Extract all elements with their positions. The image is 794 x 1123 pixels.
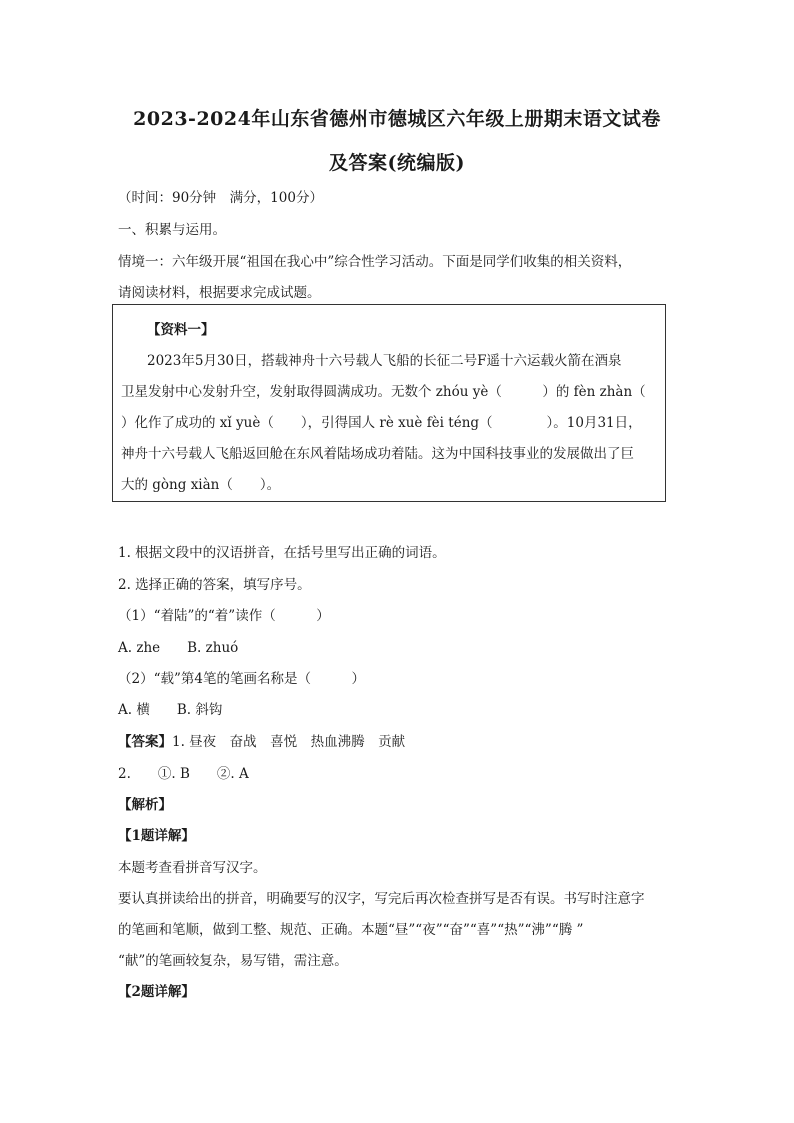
material-box xyxy=(112,304,666,502)
material-heading: 【资料一】 xyxy=(147,322,215,338)
exam-meta: （时间：90分钟 满分，100分） xyxy=(118,190,323,206)
answer-label: 【答案】 xyxy=(118,734,172,750)
analysis-label: 【解析】 xyxy=(118,797,172,813)
detail-1-line: “献”的笔画较复杂，易写错，需注意。 xyxy=(118,953,348,969)
context-line-2: 请阅读材料，根据要求完成试题。 xyxy=(118,285,321,301)
question-2-2-options: A. 横 B. 斜钩 xyxy=(118,702,223,718)
question-2-2: （2）“载”第4笔的笔画名称是（ ） xyxy=(118,671,365,687)
answer-q2: 2. ①. B ②. A xyxy=(118,766,249,782)
material-line: 神舟十六号载人飞船返回舱在东风着陆场成功着陆。这为中国科技事业的发展做出了巨 xyxy=(121,446,634,462)
document-title-line2: 及答案(统编版) xyxy=(329,152,465,174)
material-line: 大的 gòng xiàn（ ）。 xyxy=(121,477,281,493)
material-line: 2023年5月30日，搭载神舟十六号载人飞船的长征二号F遥十六运载火箭在酒泉 xyxy=(147,353,622,369)
detail-1-line: 的笔画和笔顺，做到工整、规范、正确。本题“昼”“夜”“奋”“喜”“热”“沸”“腾 ” xyxy=(118,922,584,938)
answer-row xyxy=(118,730,405,750)
detail-1-line: 本题考查看拼音写汉字。 xyxy=(118,860,267,876)
question-1: 1. 根据文段中的汉语拼音，在括号里写出正确的词语。 xyxy=(118,545,446,561)
detail-1-label: 【1题详解】 xyxy=(118,828,195,844)
section-heading: 一、积累与运用。 xyxy=(118,222,226,238)
context-line-1: 情境一：六年级开展“祖国在我心中”综合性学习活动。下面是同学们收集的相关资料， xyxy=(118,254,632,270)
detail-2-label: 【2题详解】 xyxy=(118,984,195,1000)
material-line: 卫星发射中心发射升空，发射取得圆满成功。无数个 zhóu yè（ ）的 fèn zhàn（ xyxy=(121,384,646,400)
detail-1-line: 要认真拼读给出的拼音，明确要写的汉字，写完后再次检查拼写是否有误。书写时注意字 xyxy=(118,891,645,907)
answer-q1: 1. 昼夜 奋战 喜悦 热血沸腾 贡献 xyxy=(172,734,406,750)
question-2-1: （1）“着陆”的“着”读作（ ） xyxy=(118,608,330,624)
material-line: ）化作了成功的 xǐ yuè（ ），引得国人 rè xuè fèi téng（ ）。10月31日， xyxy=(121,415,642,431)
document-title-line1: 2023-2024年山东省德州市德城区六年级上册期末语文试卷 xyxy=(133,108,661,130)
question-2: 2. 选择正确的答案，填写序号。 xyxy=(118,577,311,593)
question-2-1-options: A. zhe B. zhuó xyxy=(118,640,239,656)
